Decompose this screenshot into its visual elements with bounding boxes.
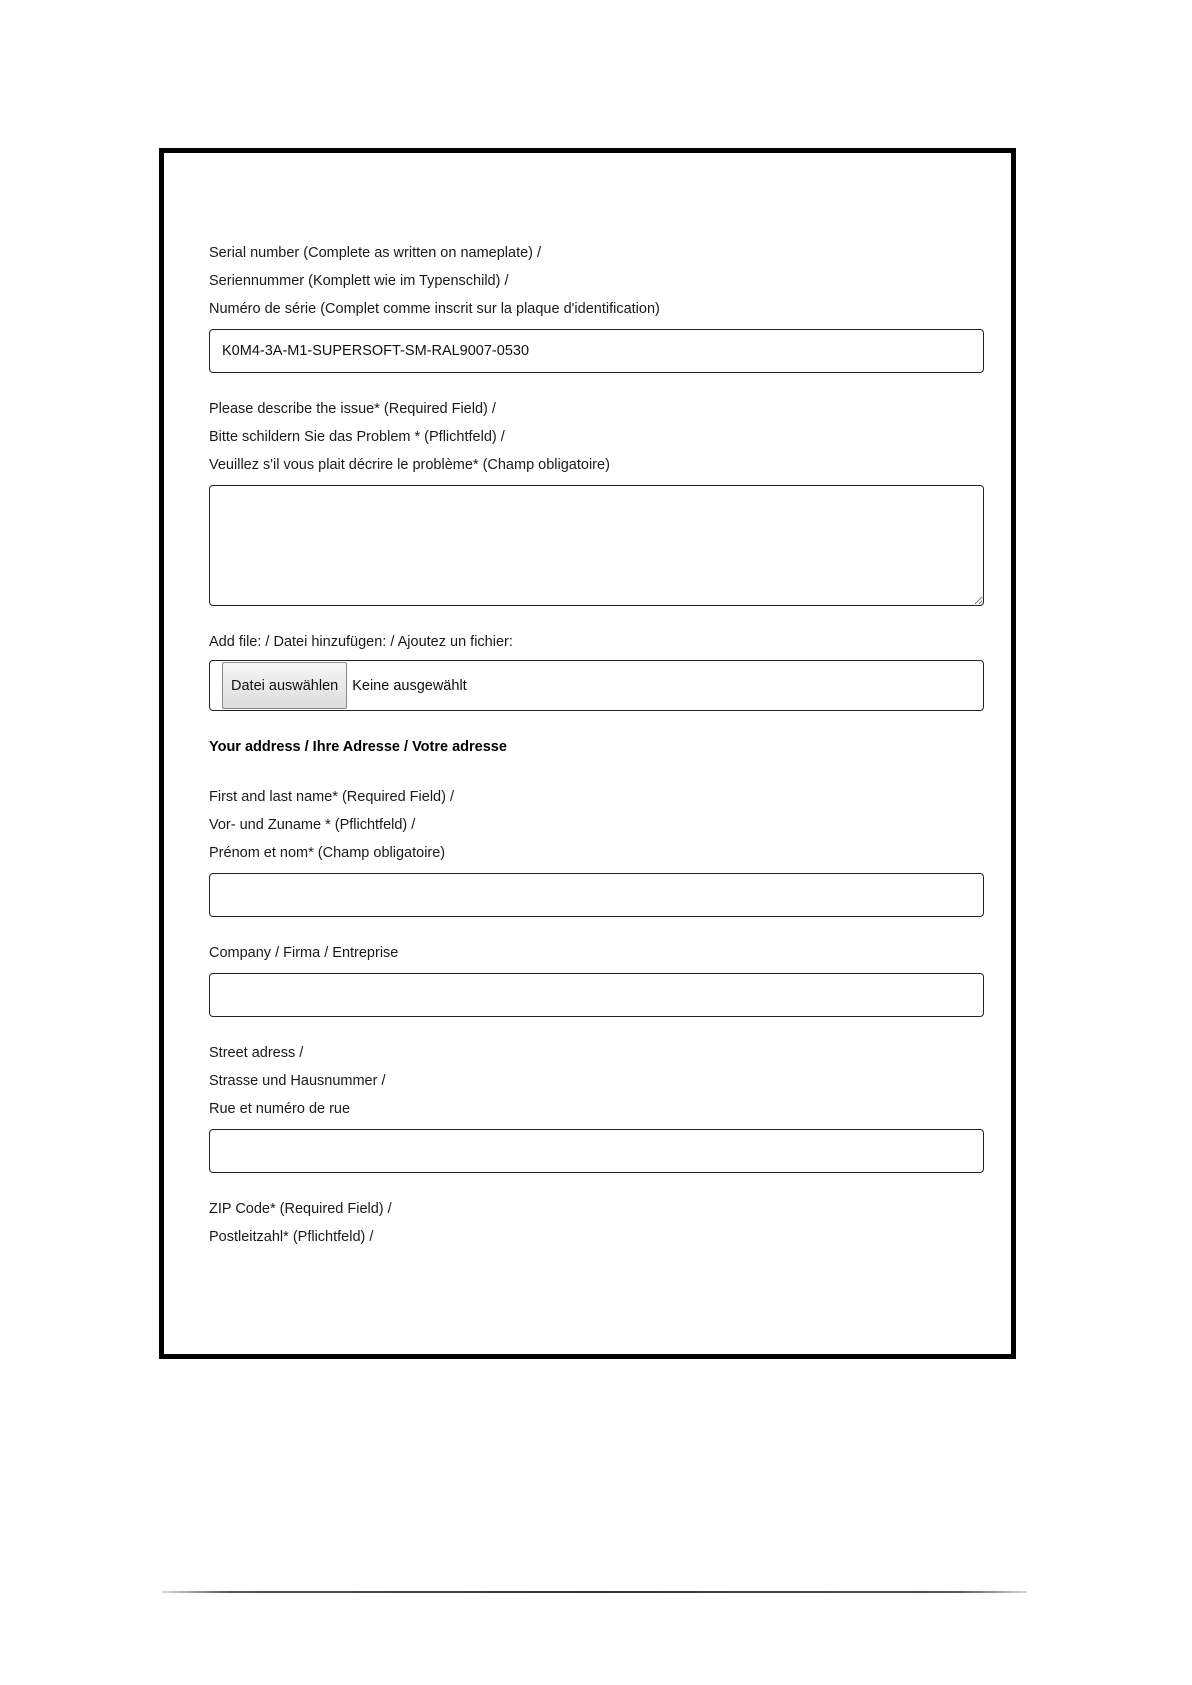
serial-number-label: [209, 239, 984, 323]
name-label-en: First and last name* (Required Field) /: [209, 789, 454, 805]
issue-label-en: Please describe the issue* (Required Field) /: [209, 401, 496, 417]
issue-textarea[interactable]: [209, 485, 984, 606]
serial-label-de: Seriennummer (Komplett wie im Typenschild) /: [209, 273, 509, 289]
company-label: [209, 939, 984, 967]
street-input[interactable]: [209, 1129, 984, 1173]
serial-label-fr: Numéro de série (Complet comme inscrit sur la plaque d'identification): [209, 301, 660, 317]
street-label-fr: Rue et numéro de rue: [209, 1101, 351, 1117]
issue-textarea-wrapper: [209, 485, 984, 606]
add-file-label: [209, 628, 984, 656]
name-label-de: Vor- und Zuname * (Pflichtfeld) /: [209, 817, 416, 833]
serial-label-en: Serial number (Complete as written on nameplate) /: [209, 245, 542, 261]
file-input[interactable]: [209, 660, 984, 711]
name-input[interactable]: [209, 873, 984, 917]
zip-label-de: Postleitzahl* (Pflichtfeld) /: [209, 1229, 374, 1245]
issue-label: [209, 395, 984, 479]
name-label-fr: Prénom et nom* (Champ obligatoire): [209, 845, 446, 861]
issue-label-de: Bitte schildern Sie das Problem * (Pflichtfeld) /: [209, 429, 505, 445]
add-file-label-text: Add file: / Datei hinzufügen: / Ajoutez un fichier:: [209, 634, 513, 650]
zip-label-en: ZIP Code* (Required Field) /: [209, 1201, 392, 1217]
street-label-en: Street adress /: [209, 1045, 304, 1061]
bottom-divider: [162, 1591, 1027, 1593]
name-label: [209, 783, 984, 867]
address-heading: Your address / Ihre Adresse / Votre adresse: [209, 739, 507, 755]
street-label: [209, 1039, 984, 1123]
company-label-text: Company / Firma / Entreprise: [209, 945, 399, 961]
file-status: Keine ausgewählt: [352, 677, 467, 694]
contact-form: [209, 239, 984, 1251]
serial-number-input[interactable]: [209, 329, 984, 373]
street-label-de: Strasse und Hausnummer /: [209, 1073, 386, 1089]
issue-label-fr: Veuillez s'il vous plait décrire le problème* (Champ obligatoire): [209, 457, 610, 473]
company-input[interactable]: [209, 973, 984, 1017]
form-frame: [159, 148, 1016, 1359]
choose-file-button[interactable]: Datei auswählen: [222, 662, 347, 709]
zip-label: [209, 1195, 984, 1251]
